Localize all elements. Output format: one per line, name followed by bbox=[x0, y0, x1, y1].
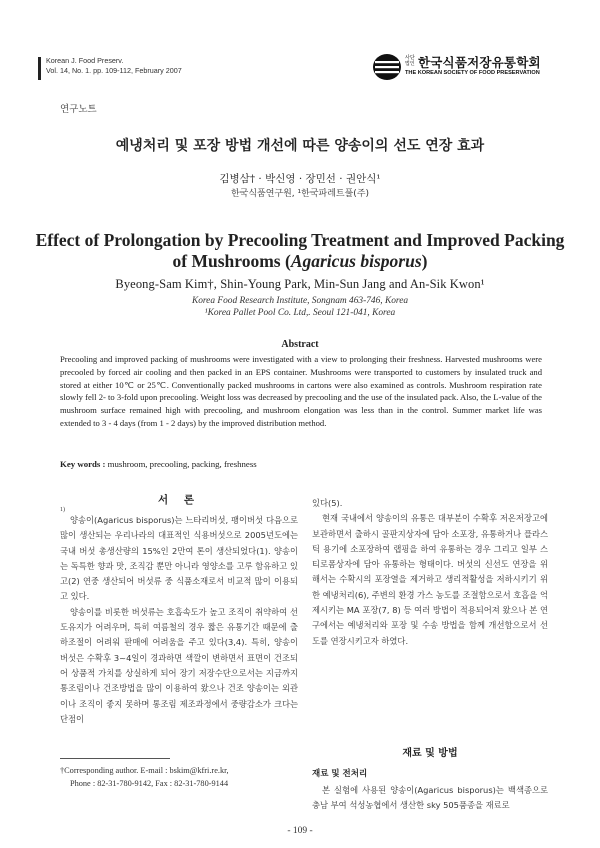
right-paragraph-0: 있다(5). bbox=[312, 498, 343, 508]
affiliation-english-1: Korea Food Research Institute, Songnam 463-746, Korea bbox=[191, 296, 409, 306]
methods-heading: 재료 및 방법 bbox=[402, 748, 458, 759]
affiliation-english bbox=[0, 295, 600, 319]
species-name: Agaricus bisporus bbox=[290, 251, 422, 271]
affiliation-korean: 한국식품연구원, ¹한국파레트풀(주) bbox=[230, 189, 370, 199]
society-logo-block bbox=[372, 52, 557, 82]
footnote-line-2: Phone : 82-31-780-9142, Fax : 82-31-780-9144 bbox=[70, 778, 229, 788]
right-column-body bbox=[312, 496, 548, 649]
right-paragraph-1: 현재 국내에서 양송이의 유통은 대부분이 수확후 저온저장고에 보관하면서 출하시 골판지상자에 담아 소포장, 유통하거나 플라스틱 용기에 소포장하여 랩핑을 하여 유통하는 경우 그리고 일부 스티로폼상자에 담아 유통하는 형태이다. 버섯의 신선도 연장을 위해서는 수확시의 포장열을 제거하고 생리적활성을 저하시키기 위한 예냉처리(6), 주변의 환경 가스 농도를 조절함으로서 호흡을 억제시키는 MA 포장(7, 8) 등 여러 방법이 적용되어져 왔으나 본 연구에서는 예냉처리와 포장 및 수송 방법을 함께 개선함으로서 선도를 연장시키고자 하였다. bbox=[312, 513, 548, 646]
affiliation-english-2: ¹Korea Pallet Pool Co. Ltd,. Seoul 121-041, Korea bbox=[204, 308, 396, 318]
page-number: - 109 - bbox=[287, 826, 313, 836]
keywords-text: mushroom, precooling, packing, freshness bbox=[105, 459, 257, 469]
intro-body bbox=[60, 513, 298, 727]
intro-paragraph-1: 양송이(Agaricus bisporus)는 느타리버섯, 팽이버섯 다음으로 많이 생산되는 우리나라의 대표적인 식용버섯으로 2005년도에는 국내 버섯 총생산량의 15%인 2만여 톤이 생산되었다(1). 양송이는 독특한 향과 맛, 조직감 뿐만 아니라 영양소를 고루 함유하고 있고(2) 연중 생산되어 버섯류 중 식품소재로서 비교적 많이 이용되고 있다. bbox=[60, 515, 298, 602]
footnote-divider bbox=[60, 758, 170, 759]
section-label: 연구노트 bbox=[60, 104, 97, 115]
methods-paragraph-1: 본 실험에 사용된 양송이(Agaricus bisporus)는 백색종으로 충남 부여 석성농협에서 생산한 sky 505품종을 재료로 bbox=[312, 785, 548, 811]
title-english-line1: Effect of Prolongation by Precooling Treatment and Improved Packing bbox=[35, 230, 565, 250]
title-line2-prefix: of Mushrooms ( bbox=[172, 251, 291, 271]
corresponding-author-footnote bbox=[60, 765, 300, 790]
keywords-label: Key words : bbox=[60, 459, 106, 469]
keywords bbox=[60, 459, 542, 469]
methods-body bbox=[312, 783, 548, 814]
society-name-en: THE KOREAN SOCIETY OF FOOD PRESERVATION bbox=[405, 70, 540, 76]
journal-name: Korean J. Food Preserv. bbox=[46, 56, 124, 65]
title-line2-suffix: ) bbox=[421, 251, 428, 271]
society-emblem-icon bbox=[372, 52, 402, 82]
authors-korean: 김병삼† · 박신영 · 장민선 · 권안식¹ bbox=[219, 173, 381, 185]
footnote-marker: 1) bbox=[60, 507, 65, 513]
authors-english: Byeong-Sam Kim†, Shin-Young Park, Min-Sun Jang and An-Sik Kwon¹ bbox=[115, 277, 485, 291]
intro-heading: 서 론 bbox=[158, 494, 200, 506]
title-english bbox=[0, 230, 600, 272]
abstract-body: Precooling and improved packing of mushrooms were investigated with a view to prolonging their freshness. Harvested mushrooms were precooled by forced air cooling and then packed in an EPS container. Mushrooms were transported to customers by insulated truck and stored at either 10℃ or 25℃. Conventionally packed mushrooms in cartons were also examined as controls. Mushroom respiration rate slowly fell 2- to 3-fold upon precooling. Weight loss was decreased by precooling and the use of the insulated pack. Also, the L-value of the mushroom surface remained high with precooling, and mushroom elongation was less than in the control. Summer market life was extended to 3 - 4 days (from 1 - 2 days) by the improved distribution method. bbox=[60, 354, 542, 428]
society-type: 사단법인 bbox=[405, 55, 415, 67]
intro-paragraph-2: 양송이를 비롯한 버섯류는 호흡속도가 높고 조직이 취약하여 선도유지가 어려우며, 특히 여름철의 경우 짧은 유통기간 때문에 출하조절이 어려워 판매에 어려움을 주고 있다(3,4). 특히, 양송이 버섯은 수확후 3~4일이 경과하면 색깔이 변하면서 표면이 건조되어 상품적 가치를 상실하게 되어 장기 저장수단으로서는 지금까지 통조림이나 건조방법을 많이 이용하여 왔으나 건조 양송이는 외관이나 조직이 좋지 못하며 통조림 제조과정에서 중량감소가 크다는 단점이 bbox=[60, 606, 298, 724]
title-korean: 예냉처리 및 포장 방법 개선에 따른 양송이의 선도 연장 효과 bbox=[115, 138, 485, 154]
journal-volume: Vol. 14, No. 1. pp. 109-112, February 2007 bbox=[46, 66, 182, 75]
abstract-heading: Abstract bbox=[281, 339, 319, 350]
journal-bar bbox=[38, 57, 41, 80]
journal-citation bbox=[46, 56, 182, 76]
title-english-line2 bbox=[0, 251, 600, 272]
materials-subheading: 재료 및 전처리 bbox=[312, 769, 368, 779]
society-name-kr: 한국식품저장유통학회 bbox=[418, 55, 541, 70]
footnote-line-1: †Corresponding author. E-mail : bskim@kfri.re.kr, bbox=[60, 766, 229, 775]
